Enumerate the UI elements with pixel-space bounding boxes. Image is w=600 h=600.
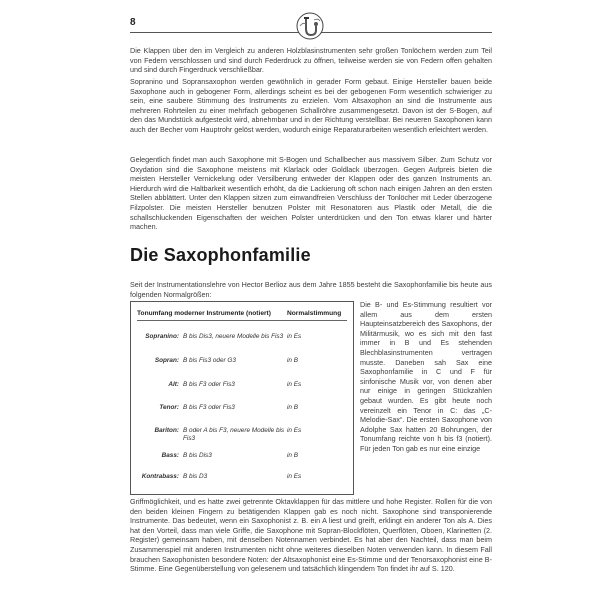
- section-intro: Seit der Instrumentationslehre von Hector Berlioz aus dem Jahre 1855 besteht die Saxophonfamilie bis heute aus folgenden Normalgrößen:: [130, 280, 492, 299]
- voice-label: Kontrabass:: [141, 473, 179, 480]
- voice-label: Bariton:: [154, 427, 179, 434]
- voice-label: Alt:: [168, 381, 179, 388]
- tuning-value: in B: [287, 357, 299, 364]
- paragraph-body-forms: Sopranino und Sopransaxophon werden gewöhnlich in gerader Form gebaut. Einige Hersteller bauen beide Saxophone auch in gebogener Form, allerdings scheint es bei der gebogenen Form wesentlich schwieriger zu sein, eine saubere Stimmung des Instruments zu erzielen. Vom Altsaxophon an sind die Instrumente aus mehreren Rohrteilen zu einer mehrfach gebogenen Schallröhre zusammengesetzt. Davon ist der S-Bogen, auf den das Mundstück aufgesteckt wird, abnehmbar und in der Richtung verstellbar. Bei neueren Saxophonen kann auch der Becher vom Hauptrohr gelöst werden, wodurch einige Reparaturarbeiten wesentlich erleichtert werden.: [130, 77, 492, 134]
- range-value: B bis Fis3 oder G3: [183, 357, 236, 364]
- tuning-value: in Es: [287, 473, 302, 480]
- voice-label: Tenor:: [159, 404, 179, 411]
- saxophone-emblem-icon: [296, 12, 324, 40]
- range-value: B bis Dis3: [183, 452, 212, 459]
- tuning-value: in B: [287, 404, 299, 411]
- table-header-range: Tonumfang moderner Instrumente (notiert): [137, 310, 271, 317]
- tuning-value: in B: [287, 452, 299, 459]
- range-value: B bis F3 oder Fis3: [183, 381, 235, 388]
- section-heading: Die Saxophonfamilie: [130, 245, 311, 265]
- table-header-rule: [137, 320, 347, 321]
- paragraph-transposing: Griffmöglichkeit, und es hatte zwei getrennte Oktavklappen für das mittlere und hohe Register. Rollen für die von den beiden kleinen Fingern zu betätigenden Klappen gab es noch nicht. Saxophone sind transponierende Instrumente. Das bedeutet, wenn ein Saxophonist z. B. ein A liest und greift, erklingt ein anderer Ton als A. Dies hat den Vorteil, dass man viele Griffe, die Saxophone mit Sopran-Blockflöten, Querflöten, Oboen, Klarinetten (2. Register) gemeinsam haben, mit denselben Notennamen verbindet. Es hat aber den Nachteil, dass man beim Zusammenspiel mit anderen Instrumenten nicht ohne weiteres dieselben Noten verwenden kann. In diesem Fall brauchen Saxophonisten besondere Noten: der Altsaxophonist eine Es-Stimme und der Tenorsaxophonist eine B-Stimme. Eine Gegenüberstellung von gelesenem und tatsächlich klingendem Ton findet ihr auf S. 120.: [130, 497, 492, 574]
- table-header-tuning: Normalstimmung: [287, 310, 342, 317]
- tuning-value: in Es: [287, 427, 302, 434]
- range-value: B bis Dis3, neuere Modelle bis Fis3: [183, 333, 284, 340]
- sidebar-paragraph-tuning: Die B- und Es-Stimmung resultiert vor allem aus dem ersten Haupteinsatzbereich des Saxophons, der Militärmusik, wo es sich mit den fast immer in B und Es stehenden Blechblasinstrumenten vertragen musste. Daneben sah Sax eine Saxophonfamilie in C und F für sinfonische Musik vor, von denen aber nur einige in geringen Stückzahlen gebaut wurden. Es gibt heute noch vereinzelt ein Tenor in C: das „C-Melodie-Sax“. Die ersten Saxophone von Adolphe Sax hatten 20 Bohrungen, der Tonumfang reichte von h bis f3 (notiert). Für jeden Ton gab es nur eine einzige: [360, 300, 492, 453]
- tuning-value: in Es: [287, 333, 302, 340]
- range-value: B bis F3 oder Fis3: [183, 404, 235, 411]
- voice-label: Sopranino:: [145, 333, 179, 340]
- tuning-value: in Es: [287, 381, 302, 388]
- voice-label: Sopran:: [154, 357, 179, 364]
- range-value: B bis D3: [183, 473, 208, 480]
- paragraph-finishes-pads: Gelegentlich findet man auch Saxophone mit S-Bogen und Schallbecher aus massivem Silber. Zum Schutz vor Oxydation sind die Saxophone meistens mit Klarlack oder Goldlack überzogen. Gegen Aufpreis bieten die meisten Hersteller Vernickelung oder Versilberung entweder der Klappen oder des ganzen Instruments an. Hierdurch wird die Haltbarkeit wesentlich erhöht, da die Lackierung oft schon nach einigen Jahren an den ersten Stellen abblättert. Unter den Klappen sitzen zum einwandfreien Verschluss der Tonlöcher mit Leder überzogene Filzpolster. Die meisten Hersteller benutzen Polster mit Resonatoren aus Plastik oder Metall, die die schallschluckenden Eigenschaften der weichen Polster unterdrücken und den Ton etwas klarer und härter machen.: [130, 155, 492, 232]
- page-number: 8: [130, 17, 136, 28]
- voice-label: Bass:: [161, 452, 179, 459]
- saxophone-family-table: [130, 301, 354, 495]
- range-value: B oder A bis F3, neuere Modelle bis Fis3: [183, 427, 285, 442]
- paragraph-key-springs: Die Klappen über den im Vergleich zu anderen Holzblasinstrumenten sehr großen Tonlöchern werden zum Teil von Federn verschlossen und sind durch Federdruck zu öffnen, teilweise werden sie von Federn offen gehalten und sind durch Fingerdruck verschließbar.: [130, 46, 492, 75]
